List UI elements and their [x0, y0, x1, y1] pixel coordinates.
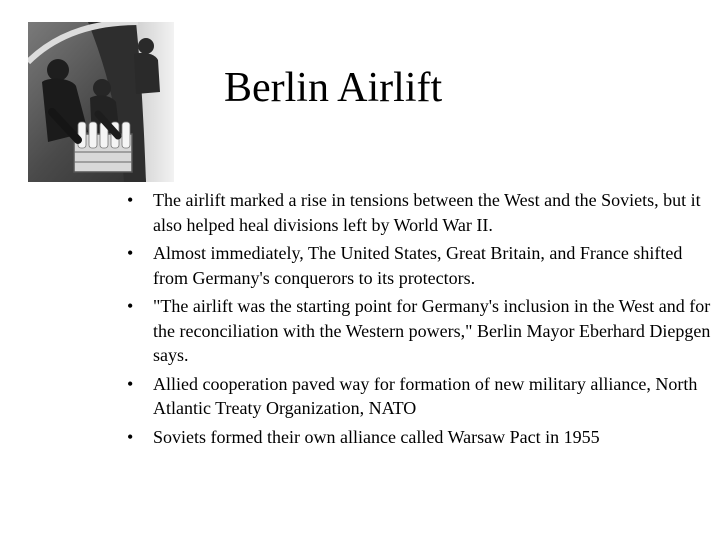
bullet-text: Soviets formed their own alliance called Warsaw Pact in 1955	[153, 426, 600, 447]
bullet-icon: •	[127, 243, 134, 263]
bullet-icon: •	[127, 426, 134, 447]
airlift-photo	[28, 22, 174, 182]
bullet-text: The airlift marked a rise in tensions between the West and the Soviets, but it also helped heal divisions left by World War II.	[153, 190, 701, 235]
bullet-text: "The airlift was the starting point for Germany's inclusion in the West and for the reconciliation with the Western powers," Berlin Mayor Eberhard Diepgen says.	[153, 296, 711, 365]
bullet-list	[116, 188, 716, 453]
bullet-text: Allied cooperation paved way for formation of new military alliance, North Atlantic Treaty Organization, NATO	[153, 373, 698, 418]
bullet-item	[116, 241, 716, 290]
bullet-item	[116, 372, 716, 421]
bullet-item	[116, 425, 716, 450]
bullet-icon: •	[127, 296, 134, 316]
bullet-icon: •	[127, 373, 134, 394]
bullet-text: Almost immediately, The United States, Great Britain, and France shifted from Germany's conquerors to its protectors.	[153, 243, 683, 288]
bullet-item	[116, 188, 716, 237]
slide-title: Berlin Airlift	[224, 65, 443, 111]
bullet-icon: •	[127, 190, 134, 210]
bullet-item	[116, 294, 716, 368]
